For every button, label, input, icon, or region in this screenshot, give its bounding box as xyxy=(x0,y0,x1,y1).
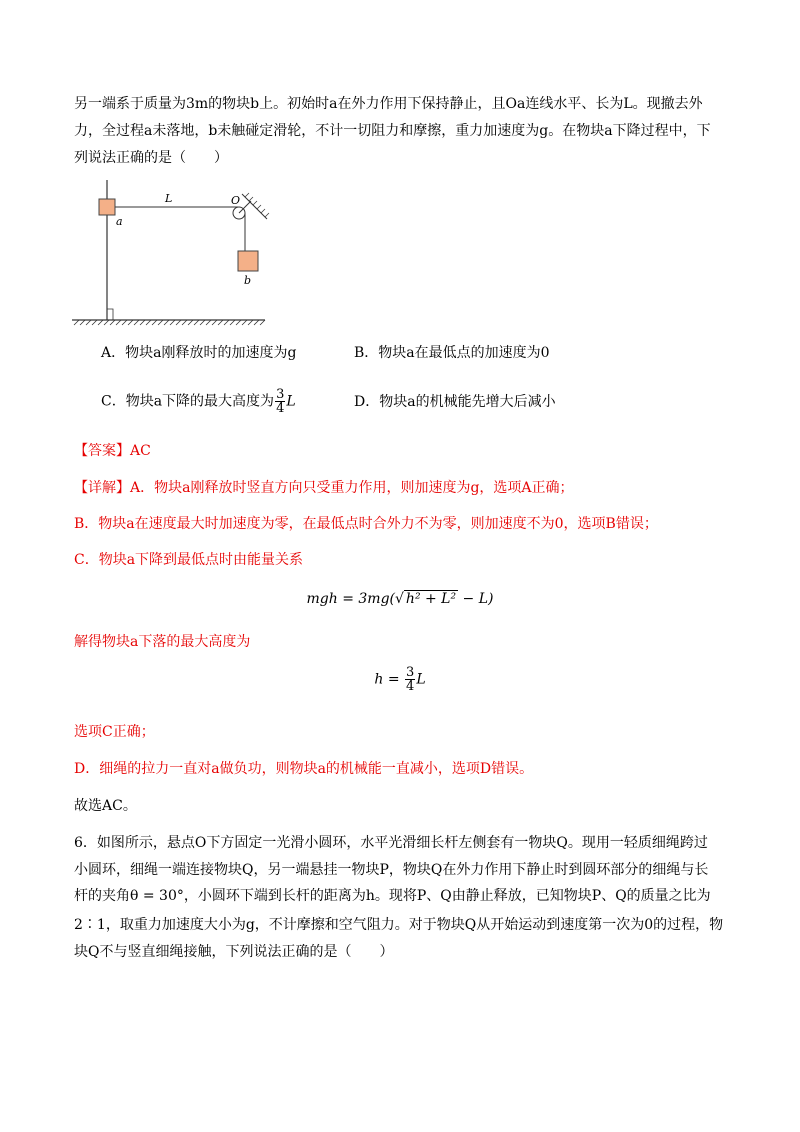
ground-hatch-mark xyxy=(122,320,127,325)
explain-line-7: 故选AC。 xyxy=(74,798,137,814)
option-c: C．物块a下降的最大高度为 $\frac{3}{4}$ L xyxy=(101,387,296,416)
question6-line-1: 6．如图所示，悬点O下方固定一光滑小圆环，水平光滑细长杆左侧套有一物块Q。现用一轻质细绳跨过 xyxy=(74,835,708,851)
question6-line-4: 2∶1，取重力加速度大小为g，不计摩擦和空气阻力。对于物块Q从开始运动到速度第一次为0的过程，物 xyxy=(74,917,724,933)
explain-label: 【详解】 xyxy=(74,480,130,496)
option-a: A．物块a刚释放时的加速度为g xyxy=(101,345,297,361)
ground-hatch-mark xyxy=(152,320,157,325)
option-c-fraction: $\frac{3}{4}$ xyxy=(276,387,285,416)
answer-label: 【答案】 xyxy=(74,443,130,459)
ground-hatch-mark xyxy=(128,320,133,325)
support-hatch-mark xyxy=(257,205,261,209)
right-angle-mark xyxy=(107,309,113,320)
ground-hatch-mark xyxy=(182,320,187,325)
label-O: O xyxy=(231,194,241,207)
ground-hatch-mark xyxy=(260,320,265,325)
equation-energy: mgh = 3mg(√ h² + L² − L) xyxy=(306,591,494,607)
option-b: B．物块a在最低点的加速度为0 xyxy=(354,345,550,361)
block-b xyxy=(238,251,258,271)
label-L: L xyxy=(165,192,173,205)
ground-hatch-mark xyxy=(212,320,217,325)
ground-hatch-mark xyxy=(218,320,223,325)
ground-hatch-mark xyxy=(80,320,85,325)
ground-hatch-mark xyxy=(146,320,151,325)
support-hatch-mark xyxy=(261,209,265,213)
ground-hatch-mark xyxy=(200,320,205,325)
ground-hatch xyxy=(74,320,265,325)
support-hatch xyxy=(245,193,269,217)
intro-line-3: 列说法正确的是（ ） xyxy=(74,150,228,166)
ground-hatch-mark xyxy=(254,320,259,325)
block-a xyxy=(99,199,115,215)
ground-hatch-mark xyxy=(98,320,103,325)
answer-value: AC xyxy=(130,443,151,459)
equation-height: h = $\frac{3}{4}$ L xyxy=(374,665,426,694)
ground-hatch-mark xyxy=(242,320,247,325)
explain-line-3: C．物块a下降到最低点时由能量关系 xyxy=(74,552,304,568)
support-hatch-mark xyxy=(245,193,249,197)
ground-hatch-mark xyxy=(188,320,193,325)
ground-hatch-mark xyxy=(134,320,139,325)
ground-hatch-mark xyxy=(164,320,169,325)
ground-hatch-mark xyxy=(104,320,109,325)
ground-hatch-mark xyxy=(92,320,97,325)
intro-line-2: 力，全过程a未落地，b未触碰定滑轮，不计一切阻力和摩擦，重力加速度为g。在物块a下降过程中，下 xyxy=(74,123,711,139)
explain-line-4: 解得物块a下落的最大高度为 xyxy=(74,634,251,650)
option-d: D．物块a的机械能先增大后减小 xyxy=(354,394,556,410)
ground-hatch-mark xyxy=(230,320,235,325)
support-hatch-mark xyxy=(265,213,269,217)
question6-line-5: 块Q不与竖直细绳接触，下列说法正确的是（ ） xyxy=(74,944,394,960)
question6-line-2: 小圆环，细绳一端连接物块Q，另一端悬挂一物块P，物块Q在外力作用下静止时到圆环部分的细绳与长 xyxy=(74,862,709,878)
explain-line-6: D．细绳的拉力一直对a做负功，则物块a的机械能一直减小，选项D错误。 xyxy=(74,761,534,777)
ground-hatch-mark xyxy=(158,320,163,325)
label-b: b xyxy=(244,274,252,287)
question6-line-3: 杆的夹角θ = 30°，小圆环下端到长杆的距离为h。现将P、Q由静止释放，已知物块P、Q的质量之比为 xyxy=(74,888,711,904)
option-c-text: C．物块a下降的最大高度为 xyxy=(101,393,275,410)
ground-hatch-mark xyxy=(206,320,211,325)
ground-hatch-mark xyxy=(248,320,253,325)
ground-hatch-mark xyxy=(86,320,91,325)
explain-line-1: 【详解】A．物块a刚释放时竖直方向只受重力作用，则加速度为g，选项A正确； xyxy=(74,480,574,496)
ground-hatch-mark xyxy=(194,320,199,325)
explain-line-5: 选项C正确； xyxy=(74,724,155,740)
support-hatch-mark xyxy=(249,197,253,201)
answer-line xyxy=(74,441,151,461)
explain-line-2: B．物块a在速度最大时加速度为零，在最低点时合外力不为零，则加速度不为0，选项B错误； xyxy=(74,516,658,532)
ground-hatch-mark xyxy=(176,320,181,325)
ground-hatch-mark xyxy=(110,320,115,325)
ground-hatch-mark xyxy=(74,320,79,325)
ground-hatch-mark xyxy=(224,320,229,325)
physics-diagram xyxy=(70,178,280,328)
ground-hatch-mark xyxy=(116,320,121,325)
intro-line-1: 另一端系于质量为3m的物块b上。初始时a在外力作用下保持静止，且Oa连线水平、长为L。现撤去外 xyxy=(74,96,703,112)
label-a: a xyxy=(116,215,123,228)
ground-hatch-mark xyxy=(236,320,241,325)
ground-hatch-mark xyxy=(140,320,145,325)
support-hatch-mark xyxy=(253,201,257,205)
ground-hatch-mark xyxy=(170,320,175,325)
